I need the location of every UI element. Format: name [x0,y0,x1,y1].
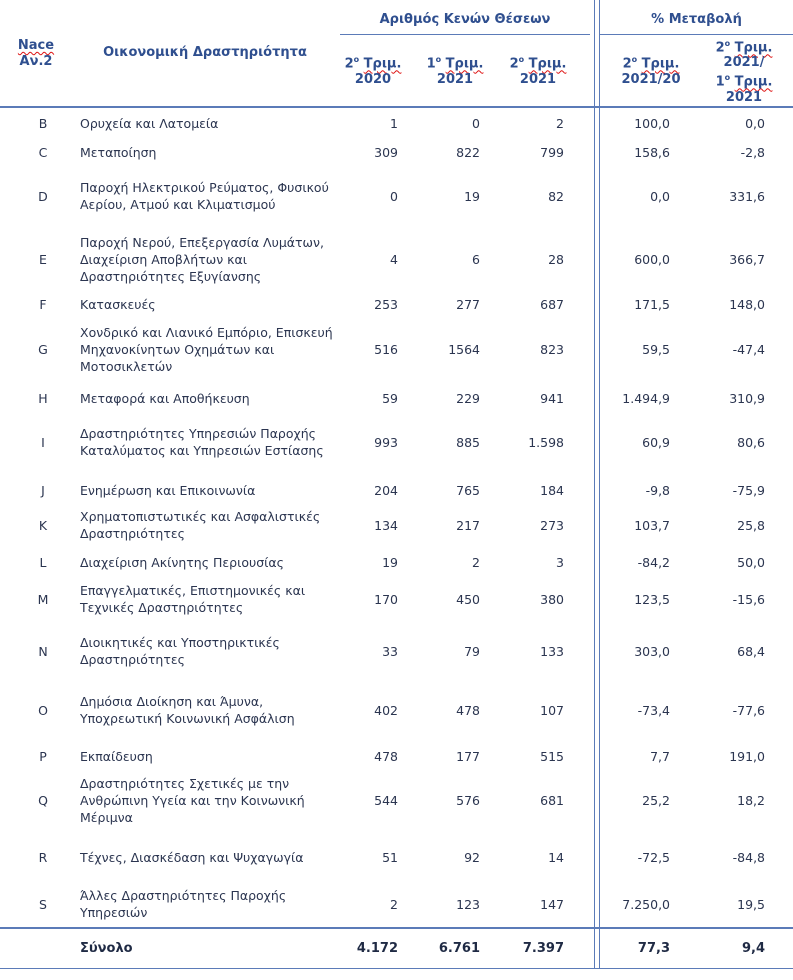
table-row [0,140,793,164]
cell-qoq: 331,6 [729,188,765,204]
col-qoq-header: $2^o$ Τριμ. 2021/ $1^o$ Τριμ. 2021 [715,39,773,105]
cell-activity: Δραστηριότητες Υπηρεσιών Παροχής Καταλύματος και Υπηρεσιών Εστίασης [80,426,324,458]
cell-activity: Τέχνες, Διασκέδαση και Ψυχαγωγία [80,849,304,865]
cell-activity: Διαχείριση Ακίνητης Περιουσίας [80,554,284,570]
cell-qoq: -15,6 [732,591,765,607]
cell-q2-2020: 19 [382,554,398,570]
cell-code: B [38,115,48,131]
cell-code: L [39,554,47,570]
total-qoq: 9,4 [741,940,765,956]
vacancies-group-header: Αριθμός Κενών Θέσεων [379,12,551,27]
cell-yoy: 100,0 [634,115,670,131]
total-q2-2021: 7.397 [522,940,564,956]
cell-q2-2020: 134 [374,517,398,533]
cell-code: E [39,251,47,267]
cell-code: M [37,591,49,607]
col-q2-2020-header: $2^o$ Τριμ. 2020 [344,55,402,88]
cell-activity: Ενημέρωση και Επικοινωνία [80,482,256,498]
table-row [0,111,793,135]
cell-code: I [41,434,45,450]
cell-activity: Μεταποίηση [80,144,157,160]
table-header [0,0,793,108]
cell-q1-2021: 450 [456,591,480,607]
nace-rev-label: Αν.2 [19,54,53,69]
cell-activity: Χρηματοπιστωτικές και Ασφαλιστικές Δραστηριότητες [80,509,321,541]
table-bottom-rule [0,968,793,969]
cell-yoy: 1.494,9 [622,390,670,406]
cell-qoq: 18,2 [737,792,765,808]
cell-yoy: 171,5 [634,296,670,312]
cell-q2-2020: 2 [390,896,398,912]
activity-header: Οικονομική Δραστηριότητα [103,45,307,60]
cell-q2-2021: 3 [556,554,564,570]
cell-yoy: 158,6 [634,144,670,160]
cell-code: O [38,702,48,718]
total-label: Σύνολο [80,940,133,956]
col-q1-2021-header: $1^o$ Τριμ. 2021 [426,55,484,88]
group-rule-left [340,34,590,35]
cell-activity: Διοικητικές και Υποστηρικτικές Δραστηριότητες [80,635,280,667]
cell-yoy: -9,8 [645,482,670,498]
cell-code: J [41,482,45,498]
cell-yoy: 25,2 [642,792,670,808]
cell-q2-2020: 309 [374,144,398,160]
table-row [0,884,793,924]
cell-q2-2020: 544 [374,792,398,808]
cell-q2-2021: 941 [540,390,564,406]
cell-code: R [38,849,48,865]
cell-yoy: 7.250,0 [622,896,670,912]
cell-q2-2021: 14 [548,849,564,865]
cell-q2-2020: 402 [374,702,398,718]
cell-code: G [38,341,48,357]
cell-qoq: -47,4 [732,341,765,357]
cell-qoq: -75,9 [732,482,765,498]
cell-q1-2021: 1564 [448,341,480,357]
cell-yoy: 303,0 [634,643,670,659]
cell-q2-2021: 28 [548,251,564,267]
cell-q1-2021: 6 [472,251,480,267]
cell-q2-2020: 0 [390,188,398,204]
cell-q1-2021: 229 [456,390,480,406]
cell-q2-2021: 107 [540,702,564,718]
cell-activity: Άλλες Δραστηριότητες Παροχής Υπηρεσιών [80,888,287,920]
cell-qoq: 310,9 [729,390,765,406]
col-q2-2021-header: $2^o$ Τριμ. 2021 [509,55,567,88]
cell-q2-2021: 1.598 [528,434,564,450]
cell-q1-2021: 177 [456,748,480,764]
cell-qoq: 80,6 [737,434,765,450]
cell-qoq: -84,8 [732,849,765,865]
cell-qoq: -2,8 [740,144,765,160]
cell-q1-2021: 0 [472,115,480,131]
cell-q2-2021: 687 [540,296,564,312]
cell-code: H [38,390,48,406]
cell-q2-2021: 273 [540,517,564,533]
cell-yoy: 7,7 [650,748,670,764]
cell-q2-2021: 681 [540,792,564,808]
table-row [0,578,793,620]
cell-yoy: 59,5 [642,341,670,357]
cell-q2-2021: 133 [540,643,564,659]
cell-q1-2021: 19 [464,188,480,204]
cell-activity: Ορυχεία και Λατομεία [80,115,219,131]
cell-yoy: 123,5 [634,591,670,607]
cell-yoy: -72,5 [637,849,670,865]
cell-yoy: 600,0 [634,251,670,267]
col-yoy-header: $2^o$ Τριμ. 2021/20 [621,55,681,88]
cell-code: K [38,517,48,533]
table-row [0,292,793,316]
cell-qoq: 19,5 [737,896,765,912]
cell-q1-2021: 123 [456,896,480,912]
table-row [0,478,793,502]
cell-q2-2020: 253 [374,296,398,312]
cell-q2-2020: 51 [382,849,398,865]
table-row [0,626,793,676]
cell-q2-2020: 478 [374,748,398,764]
table-row [0,414,793,470]
cell-activity: Δραστηριότητες Σχετικές με την Ανθρώπινη Υγεία και την Κοινωνική Μέριμνα [80,775,305,825]
cell-q2-2021: 82 [548,188,564,204]
cell-qoq: 25,8 [737,517,765,533]
cell-activity: Εκπαίδευση [80,748,153,764]
cell-q1-2021: 576 [456,792,480,808]
cell-qoq: -77,6 [732,702,765,718]
table-row [0,550,793,574]
cell-code: D [38,188,48,204]
header-bottom-rule [0,106,793,108]
cell-activity: Παροχή Νερού, Επεξεργασία Λυμάτων, Διαχείριση Αποβλήτων και Δραστηριότητες Εξυγίανσης [80,234,324,284]
table-row [0,682,793,738]
cell-q2-2020: 33 [382,643,398,659]
cell-q1-2021: 478 [456,702,480,718]
cell-yoy: 0,0 [650,188,670,204]
cell-activity: Κατασκευές [80,296,156,312]
group-rule-right [600,34,793,35]
cell-code: S [39,896,47,912]
cell-q2-2020: 59 [382,390,398,406]
cell-q1-2021: 92 [464,849,480,865]
cell-q1-2021: 822 [456,144,480,160]
cell-activity: Επαγγελματικές, Επιστημονικές και Τεχνικές Δραστηριότητες [80,583,306,615]
cell-q1-2021: 765 [456,482,480,498]
table-row [0,168,793,224]
cell-q2-2021: 380 [540,591,564,607]
cell-q2-2021: 515 [540,748,564,764]
cell-qoq: 50,0 [737,554,765,570]
cell-qoq: 366,7 [729,251,765,267]
cell-q1-2021: 885 [456,434,480,450]
cell-activity: Χονδρικό και Λιανικό Εμπόριο, Επισκευή Μηχανοκίνητων Οχημάτων και Μοτοσικλετών [80,324,333,374]
cell-qoq: 0,0 [745,115,765,131]
cell-activity: Μεταφορά και Αποθήκευση [80,390,250,406]
table-row [0,232,793,286]
cell-code: N [38,643,48,659]
cell-q1-2021: 79 [464,643,480,659]
table-row [0,836,793,878]
table-row [0,772,793,828]
cell-q2-2020: 516 [374,341,398,357]
cell-q1-2021: 217 [456,517,480,533]
total-top-rule [0,927,793,929]
cell-q2-2021: 147 [540,896,564,912]
table-row [0,320,793,378]
cell-code: C [38,144,48,160]
cell-q2-2021: 823 [540,341,564,357]
cell-q2-2020: 4 [390,251,398,267]
cell-yoy: 103,7 [634,517,670,533]
cell-activity: Παροχή Ηλεκτρικού Ρεύματος, Φυσικού Αερίου, Ατμού και Κλιματισμού [80,180,329,212]
total-row [0,930,793,966]
table-row [0,386,793,410]
total-q2-2020: 4.172 [356,940,398,956]
total-yoy: 77,3 [637,940,670,956]
cell-yoy: -73,4 [637,702,670,718]
change-group-header: % Μεταβολή [651,12,742,27]
cell-q2-2021: 799 [540,144,564,160]
cell-q2-2021: 184 [540,482,564,498]
total-q1-2021: 6.761 [438,940,480,956]
cell-code: F [39,296,47,312]
cell-activity: Δημόσια Διοίκηση και Άμυνα, Υποχρεωτική Κοινωνική Ασφάλιση [80,694,295,726]
cell-code: P [39,748,47,764]
cell-q2-2020: 993 [374,434,398,450]
cell-qoq: 148,0 [729,296,765,312]
cell-code: Q [38,792,48,808]
cell-yoy: 60,9 [642,434,670,450]
nace-label: Nace [17,38,55,53]
cell-yoy: -84,2 [637,554,670,570]
cell-q1-2021: 2 [472,554,480,570]
cell-q2-2021: 2 [556,115,564,131]
cell-qoq: 68,4 [737,643,765,659]
cell-q2-2020: 204 [374,482,398,498]
table-row [0,744,793,768]
cell-qoq: 191,0 [729,748,765,764]
cell-q2-2020: 1 [390,115,398,131]
cell-q2-2020: 170 [374,591,398,607]
nace-header [6,38,66,70]
cell-q1-2021: 277 [456,296,480,312]
table-row [0,506,793,544]
